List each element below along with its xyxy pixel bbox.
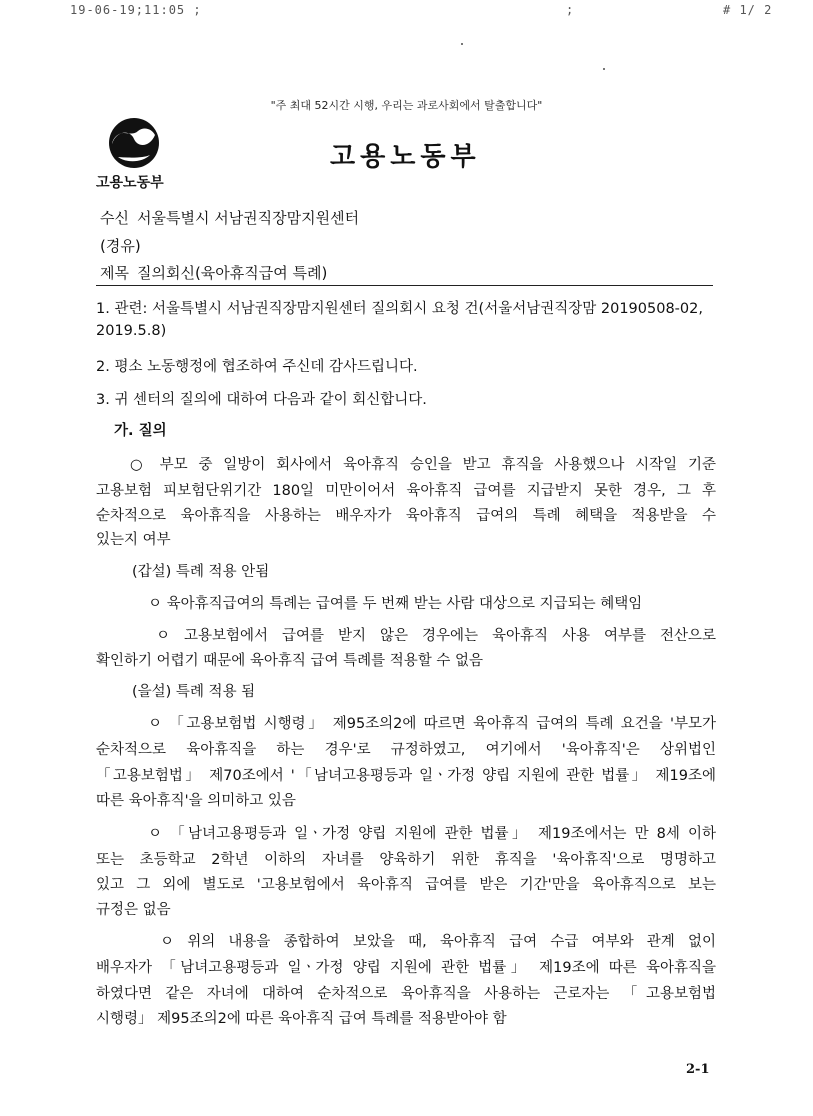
opinion-b-point-1-line-3: 「고용보험법」 제70조에서 '「남녀고용평등과 일ㆍ가정 양립 지원에 관한 법률」 제19조에 — [96, 768, 716, 784]
opinion-b-point-1-line-1: ㅇ 「고용보험법 시행령」 제95조의2에 따르면 육아휴직 급여의 특례 요건을 '부모가 — [148, 716, 716, 732]
question-line-4: 있는지 여부 — [96, 532, 171, 548]
page-title: 고용노동부 — [330, 142, 481, 172]
opinion-b-point-1-line-2: 순차적으로 육아휴직을 하는 경우'로 규정하였고, 여기에서 '육아휴직'은 상위법인 — [96, 742, 716, 758]
subject-row — [100, 262, 327, 283]
subject-label: 제목 — [100, 264, 129, 282]
fax-header-page-count: # 1/ 2 — [723, 3, 773, 17]
opinion-b-point-3-line-3: 하였다면 같은 자녀에 대하여 순차적으로 육아휴직을 사용하는 근로자는 「고용보험법 — [96, 986, 716, 1002]
question-line-2: 고용보험 피보험단위기간 180일 미만이어서 육아휴직 급여를 지급받지 못한 경우, 그 후 — [96, 483, 716, 499]
logo-text: 고용노동부 — [96, 175, 164, 191]
opinion-b-heading: (을설) 특례 적용 됨 — [132, 684, 256, 700]
question-line-1: ○ 부모 중 일방이 회사에서 육아휴직 승인을 받고 휴직을 사용했으나 시작일 기준 — [130, 457, 716, 473]
item-1-line-2: 2019.5.8) — [96, 323, 167, 339]
slogan: "주 최대 52시간 시행, 우리는 과로사회에서 탈출합니다" — [270, 99, 543, 112]
opinion-b-point-2-line-2: 또는 초등학교 2학년 이하의 자녀를 양육하기 위한 휴직을 '육아휴직'으로 명명하고 — [96, 852, 716, 868]
title-divider — [96, 285, 713, 286]
recipient-value: 서울특별시 서남권직장맘지원센터 — [136, 209, 360, 227]
opinion-a-point-2-line-2: 확인하기 어렵기 때문에 육아휴직 급여 특례를 적용할 수 없음 — [96, 653, 484, 669]
opinion-a-point-1: ㅇ 육아휴직급여의 특례는 급여를 두 번째 받는 사람 대상으로 지급되는 혜택임 — [148, 596, 643, 612]
opinion-b-point-2-line-3: 있고 그 외에 별도로 '고용보험에서 육아휴직 급여를 받은 기간'만을 육아휴직으로 보는 — [96, 877, 716, 893]
opinion-b-point-2-line-1: ㅇ 「남녀고용평등과 일ㆍ가정 양립 지원에 관한 법률」 제19조에서는 만 8세 이하 — [148, 826, 716, 842]
opinion-a-heading: (갑설) 특례 적용 안됨 — [132, 564, 270, 580]
fax-header-separator: ; — [566, 3, 575, 17]
via-row: (경유) — [100, 237, 141, 255]
opinion-b-point-3-line-2: 배우자가 「남녀고용평등과 일ㆍ가정 양립 지원에 관한 법률」 제19조에 따른 육아휴직을 — [96, 960, 716, 976]
fax-header-timestamp: 19-06-19;11:05 ; — [70, 3, 202, 17]
section-heading: 가. 질의 — [114, 423, 167, 439]
opinion-b-point-1-line-4: 따른 육아휴직'을 의미하고 있음 — [96, 793, 296, 809]
item-2: 2. 평소 노동행정에 협조하여 주신데 감사드립니다. — [96, 359, 418, 375]
opinion-b-point-2-line-4: 규정은 없음 — [96, 902, 171, 918]
scan-speck — [461, 43, 463, 45]
government-logo-icon — [108, 117, 160, 169]
page-number: 2-1 — [686, 1062, 710, 1077]
question-line-3: 순차적으로 육아휴직을 사용하는 배우자가 육아휴직 급여의 특례 혜택을 적용받을 수 — [96, 508, 716, 524]
opinion-b-point-3-line-1: ㅇ 위의 내용을 종합하여 보았을 때, 육아휴직 급여 수급 여부와 관계 없이 — [160, 934, 716, 950]
opinion-b-point-3-line-4: 시행령」 제95조의2에 따른 육아휴직 급여 특례를 적용받아야 함 — [96, 1011, 507, 1027]
item-3: 3. 귀 센터의 질의에 대하여 다음과 같이 회신합니다. — [96, 392, 427, 408]
scan-speck — [603, 68, 605, 70]
item-1-line-1: 1. 관련: 서울특별시 서남권직장맘지원센터 질의회시 요청 건(서울서남권직장맘 20190508-02, — [96, 301, 703, 317]
recipient-row — [100, 207, 359, 228]
subject-value: 질의회신(육아휴직급여 특례) — [136, 264, 328, 282]
recipient-label: 수신 — [100, 209, 129, 227]
opinion-a-point-2-line-1: ㅇ 고용보험에서 급여를 받지 않은 경우에는 육아휴직 사용 여부를 전산으로 — [156, 628, 716, 644]
